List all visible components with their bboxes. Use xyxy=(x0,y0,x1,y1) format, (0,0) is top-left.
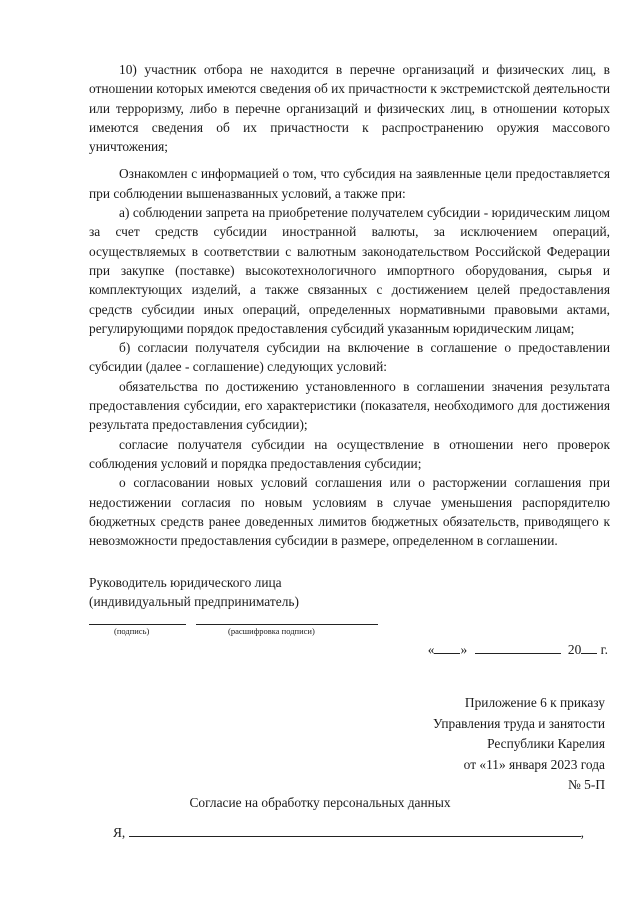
appendix-line-3: Республики Карелия xyxy=(487,736,605,751)
consent-title: Согласие на обработку персональных данных xyxy=(189,795,451,810)
consent-name-line xyxy=(113,822,584,841)
signatory-line-1: Руководитель юридического лица xyxy=(89,575,282,590)
signature-field[interactable] xyxy=(89,624,186,625)
ya-prefix: Я, xyxy=(113,825,126,840)
year-suffix: г. xyxy=(600,642,608,657)
full-name-field[interactable] xyxy=(129,822,581,837)
appendix-line-5: № 5-П xyxy=(568,777,605,792)
month-field[interactable] xyxy=(475,641,561,654)
ya-suffix: , xyxy=(580,825,584,840)
appendix-line-2: Управления труда и занятости xyxy=(433,715,605,731)
signatory-line-2: (индивидуальный предприниматель) xyxy=(89,594,299,610)
date-close-quote: » xyxy=(460,642,468,657)
appendix-block xyxy=(433,693,605,796)
date-open-quote: « xyxy=(427,642,435,657)
year-prefix: 20 xyxy=(567,642,582,657)
signature-caption: (подпись) xyxy=(114,626,150,636)
signatory-label xyxy=(89,573,299,612)
paragraph-condition-a: а) соблюдении запрета на приобретение получателем субсидии - юридическим лицом за счет средств субсидии иностранной валюты, за исключением операций, осуществляемых в соответствии с валютным законодательством Российской Федерации при закупке (поставке) высокотехнологичного импортного оборудования, сырья и комплектующих изделий, а также связанных с достижением целей предоставления средств субсидии иных операций, определенных нормативными правовыми актами, регулирующими порядок предоставления субсидий указанным юридическим лицам; xyxy=(89,205,610,336)
paragraph-condition-b: б) согласии получателя субсидии на включение в соглашение о предоставлении субсидии (далее - соглашение) следующих условий: xyxy=(89,340,610,375)
appendix-line-4: от «11» января 2023 года xyxy=(463,756,605,772)
paragraph-inspection-consent: согласие получателя субсидии на осуществление в отношении него проверок соблюдения условий и порядка предоставления субсидии; xyxy=(89,436,610,471)
date-line xyxy=(428,641,608,658)
conditions-text xyxy=(89,60,610,550)
paragraph-item-10: 10) участник отбора не находится в перечне организаций и физических лиц, в отношении которых имеются сведения об их причастности к экстремистской деятельности или терроризму, либо в перечне организаций и физических лиц, в отношении которых имеются сведения об их причастности к распространению оружия массового уничтожения; xyxy=(89,62,610,155)
year-field[interactable] xyxy=(581,641,597,654)
signature-decode-field[interactable] xyxy=(196,624,378,625)
appendix-line-1: Приложение 6 к приказу xyxy=(464,695,605,710)
paragraph-new-conditions: о согласовании новых условий соглашения или о расторжении соглашения при недостижении согласия по новым условиям в случае уменьшения распорядителю бюджетных средств ранее доведенных лимитов бюджетных обязательств, приводящего к невозможности предоставления субсидии в размере, определенном в соглашении. xyxy=(89,475,610,549)
signature-decode-caption: (расшифровка подписи) xyxy=(228,626,315,636)
paragraph-obligations: обязательства по достижению установленного в соглашении значения результата предоставления субсидии, его характеристики (показателя, необходимого для достижения результата предоставления субсидии); xyxy=(89,378,610,433)
day-field[interactable] xyxy=(434,641,460,654)
paragraph-acknowledgement: Ознакомлен с информацией о том, что субсидия на заявленные цели предоставляется при соблюдении вышеназванных условий, а также при: xyxy=(89,166,610,201)
